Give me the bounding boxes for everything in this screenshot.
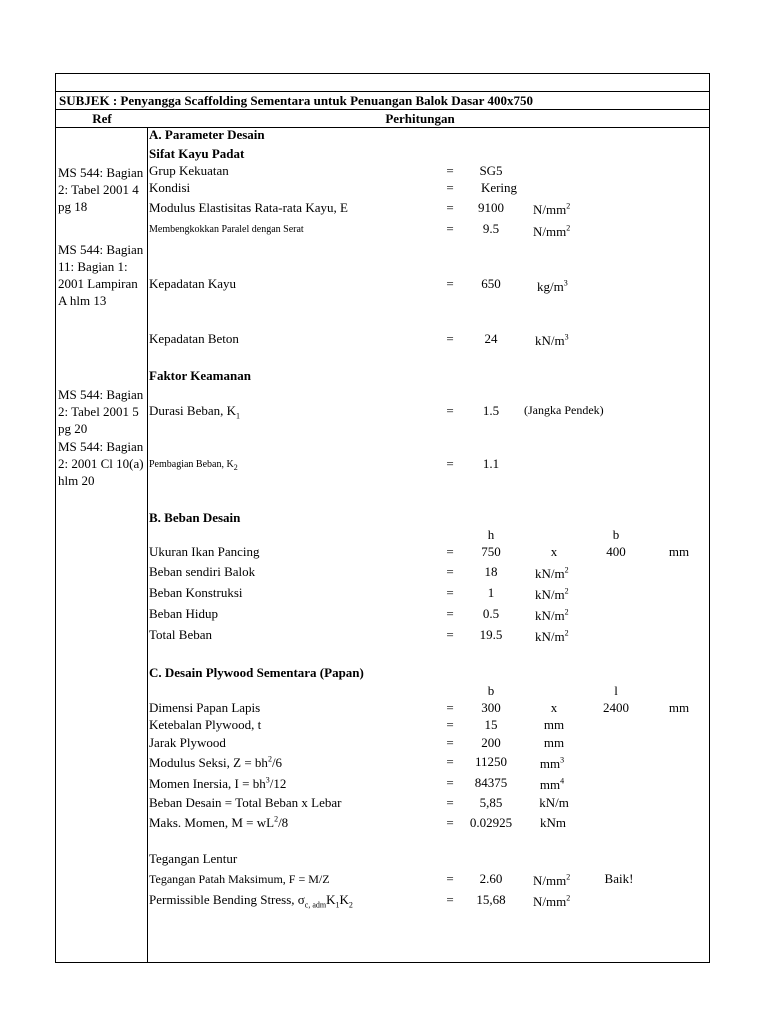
param-unit: $kN/m^2$ [535,586,569,602]
column-label-h: h [487,527,495,542]
param-unit: $kg/m^3$ [537,278,568,294]
param-value: 750 [481,544,501,559]
equals-sign: = [446,754,454,769]
param-value: 5,85 [479,795,503,810]
param-unit: mm [543,717,565,732]
param-unit: mm [668,544,690,559]
param-value: 15,68 [476,892,506,907]
param-label: Permissible Bending Stress, $\sigma_{c, adm}K_1K_2$ [149,892,353,910]
param-unit: $mm^4$ [539,776,565,792]
param-value: 650 [481,276,501,291]
param-value: 84375 [474,775,508,790]
equals-sign: = [446,627,454,642]
equals-sign: = [446,606,454,621]
equals-sign: = [446,276,454,291]
equals-sign: = [446,200,454,215]
param-value: 11250 [474,754,508,769]
subject-line: SUBJEK : Penyangga Scaffolding Sementara untuk Penuangan Balok Dasar 400x750 [59,93,533,108]
param-value: 9100 [478,200,504,215]
row-divider [56,109,709,110]
section-a-subtitle: Sifat Kayu Padat [149,146,245,161]
param-label: Kepadatan Beton [149,331,239,346]
param-value: 18 [484,564,498,579]
column-label-b: b [487,683,495,698]
param-unit: $kN/m^3$ [535,332,569,348]
param-label: Modulus Seksi, $Z = bh^2/6$ [149,754,283,770]
param-label: Ukuran Ikan Pancing [149,544,260,559]
section-a-title: A. Parameter Desain [149,127,265,142]
param-note: (Jangka Pendek) [524,403,604,417]
equals-sign: = [446,585,454,600]
param-unit: $kN/m^2$ [535,607,569,623]
equals-sign: = [446,871,454,886]
param-unit: $N/mm^2$ [533,201,571,217]
param-unit: $kN/m^2$ [535,565,569,581]
param-unit: $kN/m^2$ [535,628,569,644]
param-label: Pembagian Beban, $K_2$ [149,459,238,472]
ref-header: Ref [92,111,112,126]
equals-sign: = [446,735,454,750]
equals-sign: = [446,775,454,790]
param-value: 400 [606,544,626,559]
times-sign: x [550,700,558,715]
param-value: 0.02925 [469,815,513,830]
equals-sign: = [446,564,454,579]
param-label: Momen Inersia, $I = bh^3/12$ [149,775,287,791]
equals-sign: = [446,544,454,559]
equals-sign: = [446,717,454,732]
column-divider [147,128,148,962]
param-value: 200 [481,735,501,750]
reference-1: MS 544: Bagian 2: Tabel 2001 4 pg 18 [58,165,144,214]
param-unit: kN/m [539,795,569,810]
param-value: Kering [480,180,518,195]
param-label: Ketebalan Plywood, t [149,717,262,732]
reference-3: MS 544: Bagian 2: Tabel 2001 5 pg 20 [58,387,144,436]
param-unit: $N/mm^2$ [533,872,571,888]
param-unit: $N/mm^2$ [533,223,571,239]
param-label: Tegangan Patah Maksimum, F = M/Z [149,872,330,886]
param-value: 9.5 [482,221,500,236]
param-value: 24 [484,331,498,346]
param-label: Beban Konstruksi [149,585,243,600]
param-label: Kepadatan Kayu [149,276,236,291]
calc-header: Perhitungan [385,111,455,126]
section-c-title: C. Desain Plywood Sementara (Papan) [149,665,364,680]
equals-sign: = [446,403,454,418]
param-unit: mm [543,735,565,750]
param-value: 19.5 [479,627,503,642]
param-value: 1.5 [482,403,500,418]
equals-sign: = [446,221,454,236]
column-label-l: l [614,683,618,698]
bending-stress-title: Tegangan Lentur [149,851,238,866]
equals-sign: = [446,331,454,346]
equals-sign: = [446,892,454,907]
param-label: Durasi Beban, $K_1$ [149,403,241,421]
param-unit: $mm^3$ [539,755,565,771]
param-value: 300 [481,700,501,715]
param-value: 1.1 [482,456,500,471]
param-label: Total Beban [149,627,212,642]
param-unit: $N/mm^2$ [533,893,571,909]
param-value: 2400 [603,700,629,715]
equals-sign: = [446,700,454,715]
param-label: Beban Desain = Total Beban x Lebar [149,795,342,810]
status-text: Baik! [604,871,634,886]
param-unit: mm [668,700,690,715]
param-label: Dimensi Papan Lapis [149,700,261,715]
equals-sign: = [446,163,454,178]
param-label: Modulus Elastisitas Rata-rata Kayu, E [149,200,348,215]
param-value: 15 [484,717,498,732]
column-label-b: b [612,527,620,542]
param-value: SG5 [479,163,503,178]
reference-4: MS 544: Bagian 2: 2001 Cl 10(a) hlm 20 [58,439,144,488]
param-label: Grup Kekuatan [149,163,229,178]
times-sign: x [550,544,558,559]
param-value: 0.5 [482,606,500,621]
param-label: Jarak Plywood [149,735,226,750]
param-label: Membengkokkan Paralel dengan Serat [149,224,304,235]
equals-sign: = [446,795,454,810]
row-divider [56,91,709,92]
reference-2: MS 544: Bagian 11: Bagian 1: 2001 Lampiran A hlm 13 [58,242,144,308]
equals-sign: = [446,180,454,195]
safety-factor-title: Faktor Keamanan [149,368,251,383]
param-label: Beban Hidup [149,606,218,621]
param-label: Beban sendiri Balok [149,564,256,579]
param-label: Maks. Momen, $M = wL^2/8$ [149,814,289,830]
param-label: Kondisi [149,180,191,195]
equals-sign: = [446,815,454,830]
param-value: 1 [487,585,495,600]
param-unit: kNm [540,815,566,830]
equals-sign: = [446,456,454,471]
param-value: 2.60 [479,871,503,886]
section-b-title: B. Beban Desain [149,510,241,525]
